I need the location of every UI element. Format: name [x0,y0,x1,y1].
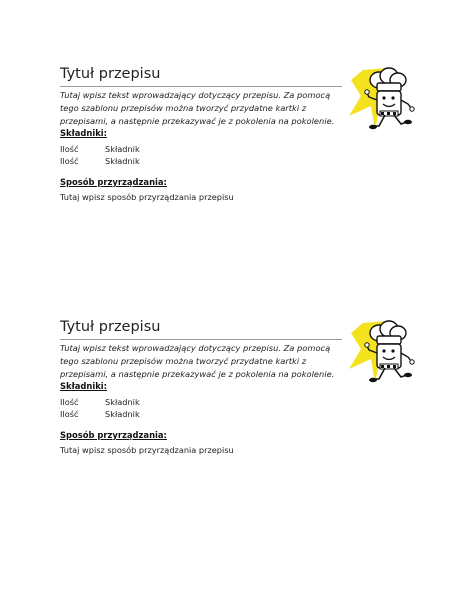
ingredients-heading: Składniki: [60,381,107,391]
ingredient-quantity[interactable]: Ilość [60,144,79,154]
chef-clipart-icon [345,319,425,385]
method-text[interactable]: Tutaj wpisz sposób przyrządzania przepisu [60,445,234,455]
ingredient-name[interactable]: Składnik [105,397,140,407]
chef-clipart-icon [345,66,425,132]
ingredient-quantity[interactable]: Ilość [60,156,79,166]
ingredient-name[interactable]: Składnik [105,409,140,419]
recipe-card-2 [60,319,420,569]
recipe-intro[interactable]: Tutaj wpisz tekst wprowadzający dotyczący przepisu. Za pomocą tego szablonu przepisów można tworzyć przydatne kartki z przepisami, a następnie przekazywać je z pokolenia na pokolenie. [60,90,335,127]
recipe-title[interactable]: Tytuł przepisu [60,66,161,82]
title-divider [60,339,342,340]
recipe-intro[interactable]: Tutaj wpisz tekst wprowadzający dotyczący przepisu. Za pomocą tego szablonu przepisów można tworzyć przydatne kartki z przepisami, a następnie przekazywać je z pokolenia na pokolenie. [60,343,335,380]
ingredient-quantity[interactable]: Ilość [60,409,79,419]
title-divider [60,86,342,87]
method-heading: Sposób przyrządzania: [60,177,167,187]
ingredient-quantity[interactable]: Ilość [60,397,79,407]
recipe-title[interactable]: Tytuł przepisu [60,319,161,335]
ingredient-name[interactable]: Składnik [105,144,140,154]
method-heading: Sposób przyrządzania: [60,430,167,440]
recipe-card-1 [60,66,420,316]
ingredients-heading: Składniki: [60,128,107,138]
ingredient-name[interactable]: Składnik [105,156,140,166]
method-text[interactable]: Tutaj wpisz sposób przyrządzania przepisu [60,192,234,202]
